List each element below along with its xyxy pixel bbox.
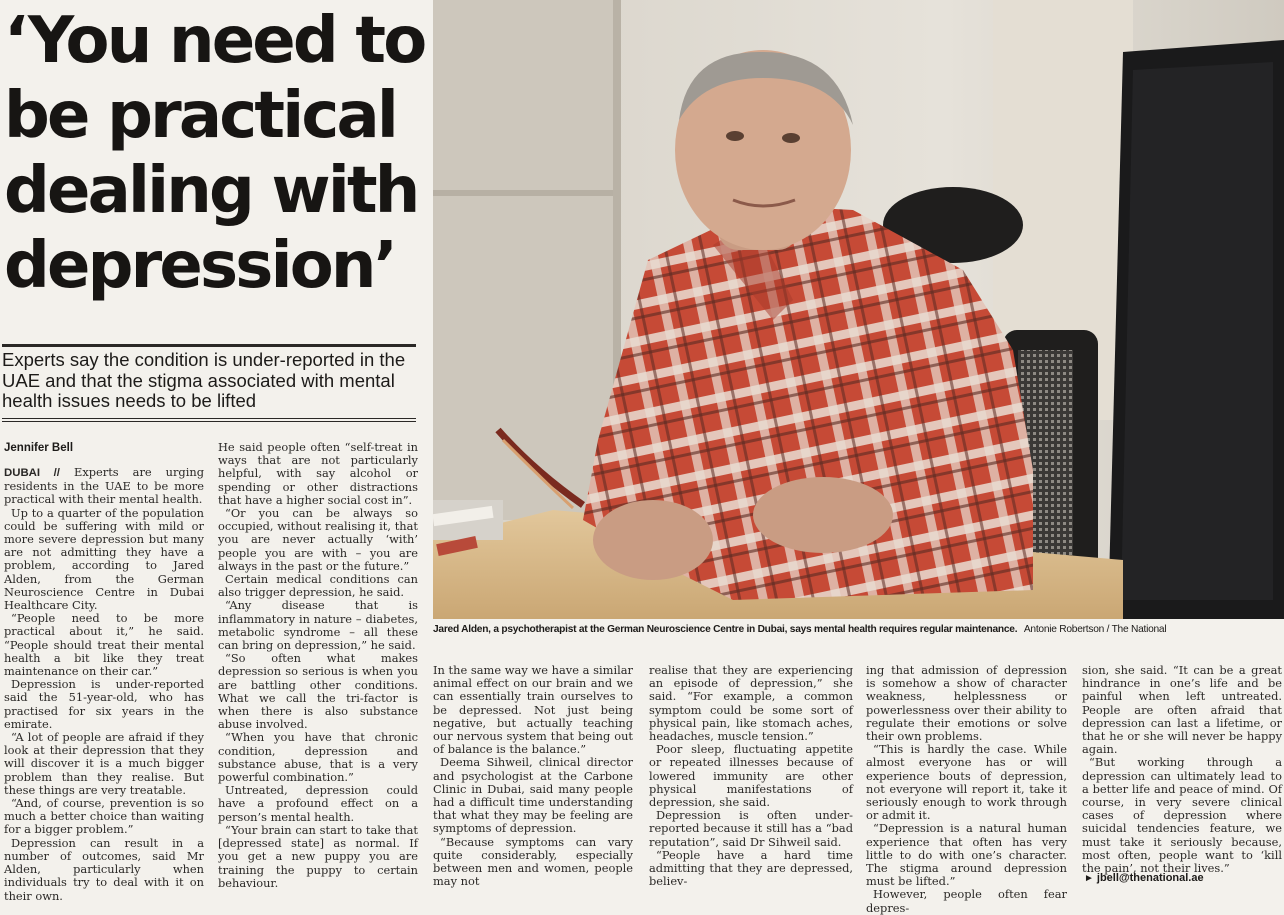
paragraph-text: Experts are urging residents in the UAE to be more practical with their mental health. <box>4 465 204 507</box>
paragraph <box>4 466 204 507</box>
paragraph: “People need to be more practical about it,” he said. “People should treat their mental health a bit like they treat maintenance on their car.” <box>4 611 204 679</box>
arrow-icon: ► <box>1084 873 1094 884</box>
paragraph: “So often what makes depression so serious is when you are battling other conditions. What we call the tri-factor is when there is also substance abuse involved. <box>218 651 418 732</box>
paragraph: In the same way we have a similar animal effect on our brain and we can essentially train ourselves to be depressed. Not just being negative, but actually teaching our nervous system that being out of balance is the balance.” <box>433 663 633 757</box>
paragraph: “But working through a depression can ultimately lead to a better life and peace of mind. Of course, in very severe clinical cases of depression where suicidal tendencies feature, we must take it seriously because, most often, people want to ‘kill the pain’, not their lives.” <box>1082 755 1282 876</box>
paragraph: Untreated, depression could have a profound effect on a person’s mental health. <box>218 783 418 824</box>
caption-text: Jared Alden, a psychotherapist at the German Neuroscience Centre in Dubai, says mental health requires regular maintenance. <box>433 624 1018 635</box>
paragraph: Certain medical conditions can also trigger depression, he said. <box>218 572 418 600</box>
paragraph: “Or you can be always so occupied, without realising it, that you are never actually ‘with’ people you are with – you are always in the past or the future.” <box>218 506 418 573</box>
paragraph: Deema Sihweil, clinical director and psychologist at the Carbone Clinic in Dubai, said many people had a difficult time understanding that what they may be feeling are symptoms of depression. <box>433 755 633 836</box>
photo-credit: Antonie Robertson / The National <box>1023 624 1167 635</box>
email-text: jbell@thenational.ae <box>1096 872 1204 884</box>
paragraph: “Because symptoms can vary quite considerably, especially between men and women, people may not <box>433 834 633 889</box>
article-column-6 <box>1082 663 1282 876</box>
paragraph: Depression is often under-reported because it still has a “bad reputation”, said Dr Sihweil said. <box>649 808 853 849</box>
paragraph: Depression is under-reported said the 51-year-old, who has practised for six years in the emirate. <box>4 677 204 731</box>
deck-bottom-rule <box>2 418 416 422</box>
article-deck: Experts say the condition is under-reported in the UAE and that the stigma associated with mental health issues needs to be lifted <box>2 349 406 411</box>
paragraph: However, people often fear depres- <box>866 887 1067 915</box>
paragraph: “When you have that chronic condition, depression and substance abuse, that is a very powerful combination.” <box>218 730 418 785</box>
paragraph: ing that admission of depression is somehow a show of character weakness, helplessness or powerlessness over their ability to regulate their emotions or solve their own problems. <box>866 663 1067 744</box>
paragraph: realise that they are experiencing an episode of depression,” she said. “For example, a common symptom could be some sort of physical pain, like stomach aches, headaches, muscle tension.” <box>649 663 853 744</box>
headline-line-1: ‘You need to <box>4 4 425 78</box>
paragraph: sion, she said. “It can be a great hindrance in one’s life and be painful when left untreated. People are often afraid that depression can last a lifetime, or that he or she will never be happy again. <box>1082 663 1282 757</box>
headline-line-4: depression’ <box>4 229 396 303</box>
headline-line-2: be practical <box>4 79 396 153</box>
paragraph: Depression can result in a number of outcomes, said Mr Alden, particularly when individuals try to deal with it on their own. <box>4 835 204 903</box>
paragraph: “A lot of people are afraid if they look at their depression that they will discover it is a much bigger problem than they realise. But these things are very treatable. <box>4 730 204 797</box>
article-column-4 <box>649 663 853 889</box>
article-column-1 <box>4 465 204 903</box>
article-column-2 <box>218 440 418 890</box>
article-headline <box>4 4 424 304</box>
dateline: DUBAI // <box>4 467 60 479</box>
author-email[interactable] <box>1084 872 1204 884</box>
paragraph: “Your brain can start to take that [depressed state] as normal. If you get a new puppy you are training the puppy to certain behaviour. <box>218 822 418 890</box>
paragraph: Up to a quarter of the population could be suffering with mild or more severe depression but many are not admitting they have a problem, according to Jared Alden, from the German Neuroscience Centre in Dubai Healthcare City. <box>4 505 204 613</box>
paragraph: “This is hardly the case. While almost everyone has or will experience bouts of depression, not everyone will report it, take it seriously enough to work through or admit it. <box>866 742 1067 823</box>
paragraph: “Depression is a natural human experience that often has very little to do with one’s character. The stigma around depression must be lifted.” <box>866 821 1067 889</box>
headline-line-3: dealing with <box>4 154 418 228</box>
paragraph: “People have a hard time admitting that they are depressed, believ- <box>649 847 853 889</box>
byline: Jennifer Bell <box>4 442 74 454</box>
article-photo <box>433 0 1284 619</box>
paragraph: He said people often “self-treat in ways that are not particularly helpful, with say alcohol or spending or other distractions that have a higher social cost in”. <box>218 440 418 507</box>
paragraph: “Any disease that is inflammatory in nature – diabetes, metabolic syndrome – all these can bring on depression,” he said. <box>218 598 418 653</box>
article-column-5 <box>866 663 1067 915</box>
photo-caption <box>433 624 1282 635</box>
deck-top-rule <box>2 344 416 347</box>
paragraph: Poor sleep, fluctuating appetite or repeated illnesses because of lowered immunity are other physical manifestations of depression, she said. <box>649 742 853 810</box>
article-column-3 <box>433 663 633 889</box>
paragraph: “And, of course, prevention is so much a better choice than waiting for a bigger problem.” <box>4 796 204 837</box>
